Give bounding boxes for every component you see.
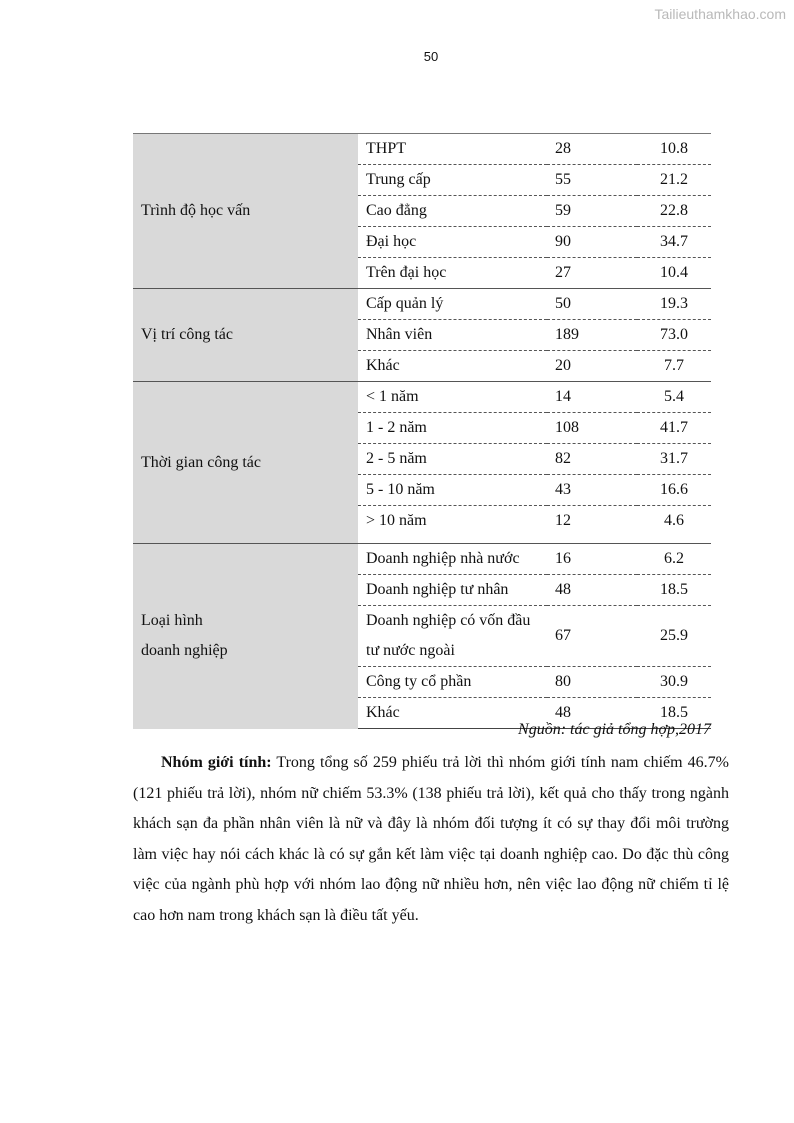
category-cell: Khác — [358, 698, 547, 729]
count-cell: 55 — [547, 165, 637, 196]
category-cell: < 1 năm — [358, 382, 547, 413]
category-cell: Cấp quản lý — [358, 289, 547, 320]
group-label-line: Vị trí công tác — [141, 326, 233, 343]
percent-cell: 4.6 — [637, 506, 711, 544]
count-cell: 28 — [547, 134, 637, 165]
table-row — [133, 382, 711, 413]
percent-cell: 73.0 — [637, 320, 711, 351]
percent-cell: 7.7 — [637, 351, 711, 382]
demographics-table — [133, 133, 711, 729]
group-label — [133, 134, 358, 289]
count-cell: 50 — [547, 289, 637, 320]
percent-cell: 41.7 — [637, 413, 711, 444]
category-cell: 2 - 5 năm — [358, 444, 547, 475]
category-cell: Doanh nghiệp tư nhân — [358, 575, 547, 606]
category-cell: Công ty cổ phần — [358, 667, 547, 698]
table-row — [133, 544, 711, 575]
group-label-line: Loại hình — [141, 612, 203, 630]
percent-cell: 31.7 — [637, 444, 711, 475]
percent-cell: 34.7 — [637, 227, 711, 258]
category-cell: Doanh nghiệp nhà nước — [358, 544, 547, 575]
percent-cell: 10.4 — [637, 258, 711, 289]
count-cell: 80 — [547, 667, 637, 698]
category-cell: THPT — [358, 134, 547, 165]
group-label-line: doanh nghiệp — [141, 642, 228, 660]
group-label-line: Trình độ học vấn — [141, 202, 251, 219]
category-cell: Doanh nghiệp có vốn đầu tư nước ngoài — [358, 606, 547, 667]
percent-cell: 5.4 — [637, 382, 711, 413]
paragraph-lead: Nhóm giới tính: — [161, 754, 272, 771]
percent-cell: 30.9 — [637, 667, 711, 698]
group-label — [133, 382, 358, 544]
count-cell: 14 — [547, 382, 637, 413]
count-cell: 82 — [547, 444, 637, 475]
percent-cell: 21.2 — [637, 165, 711, 196]
paragraph-text: Trong tổng số 259 phiếu trả lời thì nhóm giới tính nam chiếm 46.7% (121 phiếu trả lời), nhóm nữ chiếm 53.3% (138 phiếu trả lời), kết quả cho thấy trong ngành khách sạn đa phần nhân viên là nữ và đây là nhóm đối tượng ít có sự thay đổi môi trường làm việc hay nói cách khác là có sự gắn kết làm việc tại doanh nghiệp cao. Do đặc thù công việc của ngành phù hợp với nhóm lao động nữ nhiều hơn, nên việc lao động nữ chiếm tỉ lệ cao hơn nam trong khách sạn là điều tất yếu. — [133, 754, 729, 924]
count-cell: 27 — [547, 258, 637, 289]
percent-cell: 25.9 — [637, 606, 711, 667]
count-cell: 108 — [547, 413, 637, 444]
page-number: 50 — [423, 49, 439, 64]
percent-cell: 18.5 — [637, 575, 711, 606]
body-paragraph — [133, 748, 729, 931]
group-label — [133, 544, 358, 729]
count-cell: 189 — [547, 320, 637, 351]
category-cell: Trên đại học — [358, 258, 547, 289]
table-source: Nguồn: tác giả tổng hợp,2017 — [518, 721, 711, 738]
count-cell: 43 — [547, 475, 637, 506]
percent-cell: 10.8 — [637, 134, 711, 165]
count-cell: 90 — [547, 227, 637, 258]
count-cell: 16 — [547, 544, 637, 575]
percent-cell: 22.8 — [637, 196, 711, 227]
category-cell: Trung cấp — [358, 165, 547, 196]
category-cell: > 10 năm — [358, 506, 547, 544]
table-row — [133, 134, 711, 165]
group-label-line: Thời gian công tác — [141, 453, 261, 471]
category-cell: 5 - 10 năm — [358, 475, 547, 506]
watermark: Tailieuthamkhao.com — [654, 6, 786, 22]
category-cell: 1 - 2 năm — [358, 413, 547, 444]
count-cell: 48 — [547, 575, 637, 606]
percent-cell: 6.2 — [637, 544, 711, 575]
category-cell: Cao đẳng — [358, 196, 547, 227]
category-cell: Nhân viên — [358, 320, 547, 351]
category-cell: Khác — [358, 351, 547, 382]
count-cell: 67 — [547, 606, 637, 667]
count-cell: 48 — [547, 698, 637, 729]
count-cell: 20 — [547, 351, 637, 382]
count-cell: 12 — [547, 506, 637, 544]
count-cell: 59 — [547, 196, 637, 227]
category-cell: Đại học — [358, 227, 547, 258]
percent-cell: 19.3 — [637, 289, 711, 320]
percent-cell: 18.5 — [637, 698, 711, 729]
table-row — [133, 289, 711, 320]
percent-cell: 16.6 — [637, 475, 711, 506]
group-label — [133, 289, 358, 382]
